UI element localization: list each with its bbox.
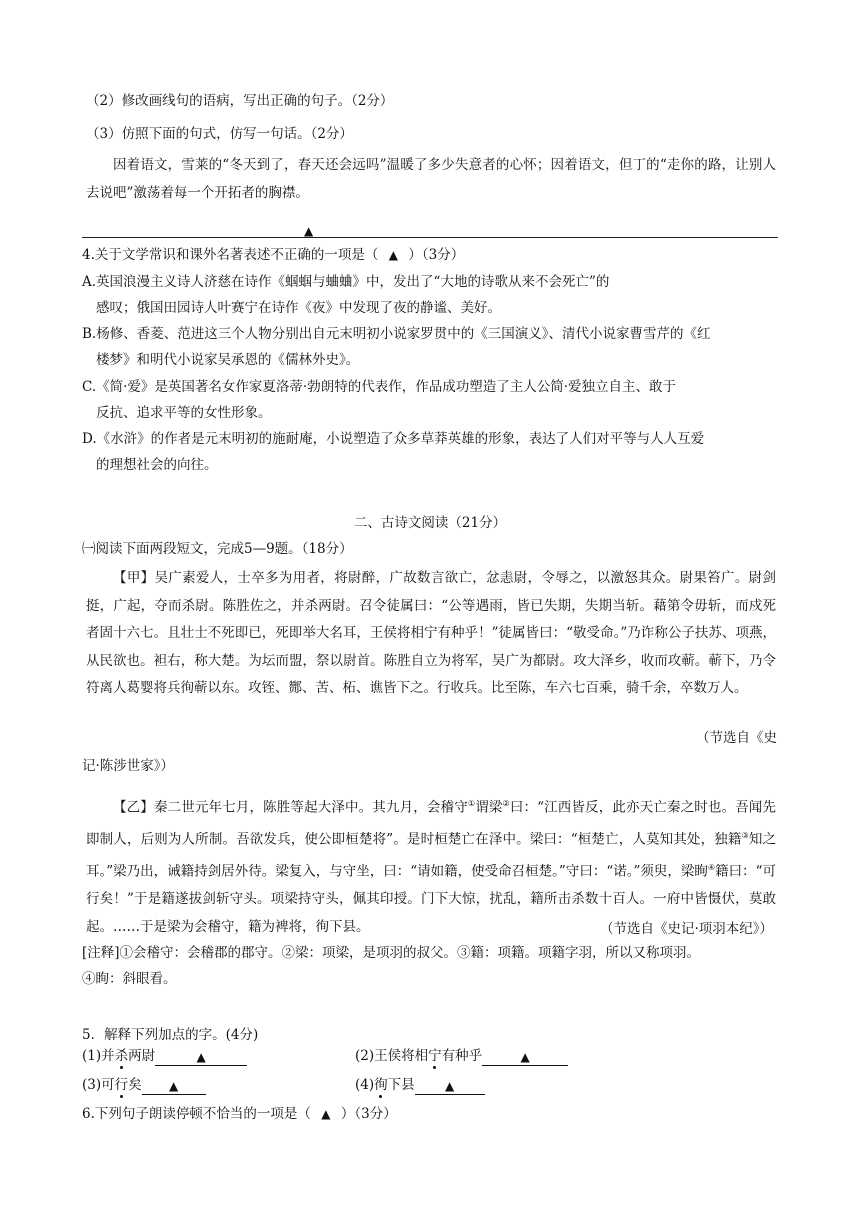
passage-a-source-line2: 记·陈涉世家》） <box>82 758 175 774</box>
dotted-character: 杀 <box>114 1048 129 1064</box>
answer-triangle-mark: ▲ <box>304 224 314 238</box>
question-6-stem: 6.下列句子朗读停顿不恰当的一项是（ ▲ ）（3分） <box>82 1106 397 1122</box>
q5-item-1: (1)并杀两尉 ▲ <box>82 1046 247 1066</box>
passage-a-source-line1: （节选自《史 <box>696 730 777 746</box>
question-5-stem: 5．解释下列加点的字。(4分) <box>82 1027 259 1043</box>
answer-blank[interactable]: ▲ <box>142 1078 206 1095</box>
question-3: （3）仿照下面的句式，仿写一句话。（2分） <box>86 126 353 142</box>
option-d-line1: D.《水浒》的作者是元末明初的施耐庵，小说塑造了众多草莽英雄的形象，表达了人们对平等与人人互爱 <box>82 431 705 447</box>
option-c-line2: 反抗、追求平等的女性形象。 <box>96 405 272 421</box>
passage-a: 【甲】吴广素爱人，士卒多为用者，将尉醉，广故数言欲亡，忿恚尉，令辱之，以激怒其众。尉果笞广。尉剑挺，广起，夺而杀尉。陈胜佐之，并杀两尉。召令徒属曰：“公等遇雨，皆已失期，失期当斩。藉第令毋斩，而戍死者固十六七。且壮士不死即已，死即举大名耳，王侯将相宁有种乎！”徒属皆曰：“敬受命。”乃诈称公子扶苏、项燕，从民欲也。袒右，称大楚。为坛而盟，祭以尉首。陈胜自立为将军，吴广为都尉。攻大泽乡，收而攻蕲。蕲下，乃令符离人葛婴将兵徇蕲以东。攻铚、酂、苦、柘、谯皆下之。行收兵。比至陈，车六七百乘，骑千余，卒数万人。 <box>86 570 776 696</box>
dotted-character: 宁 <box>428 1048 442 1064</box>
answer-triangle-mark: ▲ <box>388 248 398 262</box>
answer-triangle-mark: ▲ <box>321 1107 331 1121</box>
option-c-line1: C.《简·爱》是英国著名女作家夏洛蒂·勃朗特的代表作，作品成功塑造了主人公简·爱独立自主、敢于 <box>82 379 677 395</box>
question-2: （2）修改画线句的语病，写出正确的句子。（2分） <box>86 93 394 109</box>
q3-example-sentence: 因着语文，雪莱的“冬天到了，春天还会远吗”温暖了多少失意者的心怀；因着语文，但丁的“走你的路，让别人去说吧”激荡着每一个开拓者的胸襟。 <box>86 157 776 201</box>
passage-b-source: （节选自《史记·项羽本纪》） <box>599 921 773 937</box>
reading-intro: ㈠阅读下面两段短文，完成5—9题。（18分） <box>82 541 353 557</box>
option-b-line2: 楼梦》和明代小说家吴承恩的《儒林外史》。 <box>96 352 360 368</box>
dotted-character: 行 <box>114 1077 129 1093</box>
option-d-line2: 的理想社会的向往。 <box>96 457 218 473</box>
answer-blank[interactable]: ▲ <box>482 1049 568 1066</box>
notes-line1: [注释]①会稽守：会稽郡的郡守。②梁：项梁，是项羽的叔父。③籍：项籍。项籍字羽，所以又称项羽。 <box>82 945 701 961</box>
passage-b: 【乙】秦二世元年七月，陈胜等起大泽中。其九月，会稽守①谓梁②曰：“江西皆反，此亦天亡秦之时也。吾闻先即制人，后则为人所制。吾欲发兵，使公即桓楚将”。是时桓楚亡在泽中。梁曰：“桓楚亡，人莫知其处，独籍③知之耳。”梁乃出，诫籍持剑居外待。梁复入，与守坐，曰：“请如籍，使受命召桓楚。”守曰：“诺。”须臾，梁眴④籍曰：“可行矣！”于是籍遂拔剑斩守头。项梁持守头，佩其印授。门下大惊，扰乱，籍所击杀数十百人。一府中皆慑伏，莫敢起。……于是梁为会稽守，籍为裨将，徇下县。 <box>86 799 777 935</box>
option-b-line1: B.杨修、香菱、范进这三个人物分别出自元末明初小说家罗贯中的《三国演义》、清代小说家曹雪芹的《红 <box>82 326 711 342</box>
answer-blank[interactable]: ▲ <box>415 1078 485 1095</box>
section-2-title: 二、古诗文阅读（21分） <box>353 515 507 531</box>
answer-blank[interactable]: ▲ <box>155 1049 247 1066</box>
dotted-character: 徇 <box>374 1077 388 1093</box>
question-4-stem: 4.关于文学常识和课外名著表述不正确的一项是（ ▲ ）（3分） <box>82 247 465 263</box>
answer-line <box>82 237 778 238</box>
notes-line2: ④眴：斜眼看。 <box>82 971 177 987</box>
option-a-line2: 感叹；俄国田园诗人叶赛宁在诗作《夜》中发现了夜的静谧、美好。 <box>96 300 501 316</box>
q5-item-4: (4)徇下县 ▲ <box>355 1075 485 1095</box>
option-a-line1: A.英国浪漫主义诗人济慈在诗作《蝈蝈与蛐蛐》中，发出了“大地的诗歌从来不会死亡”的 <box>82 274 610 290</box>
q5-item-3: (3)可行矣 ▲ <box>82 1075 206 1095</box>
q5-item-2: (2)王侯将相宁有种乎 ▲ <box>355 1046 568 1066</box>
